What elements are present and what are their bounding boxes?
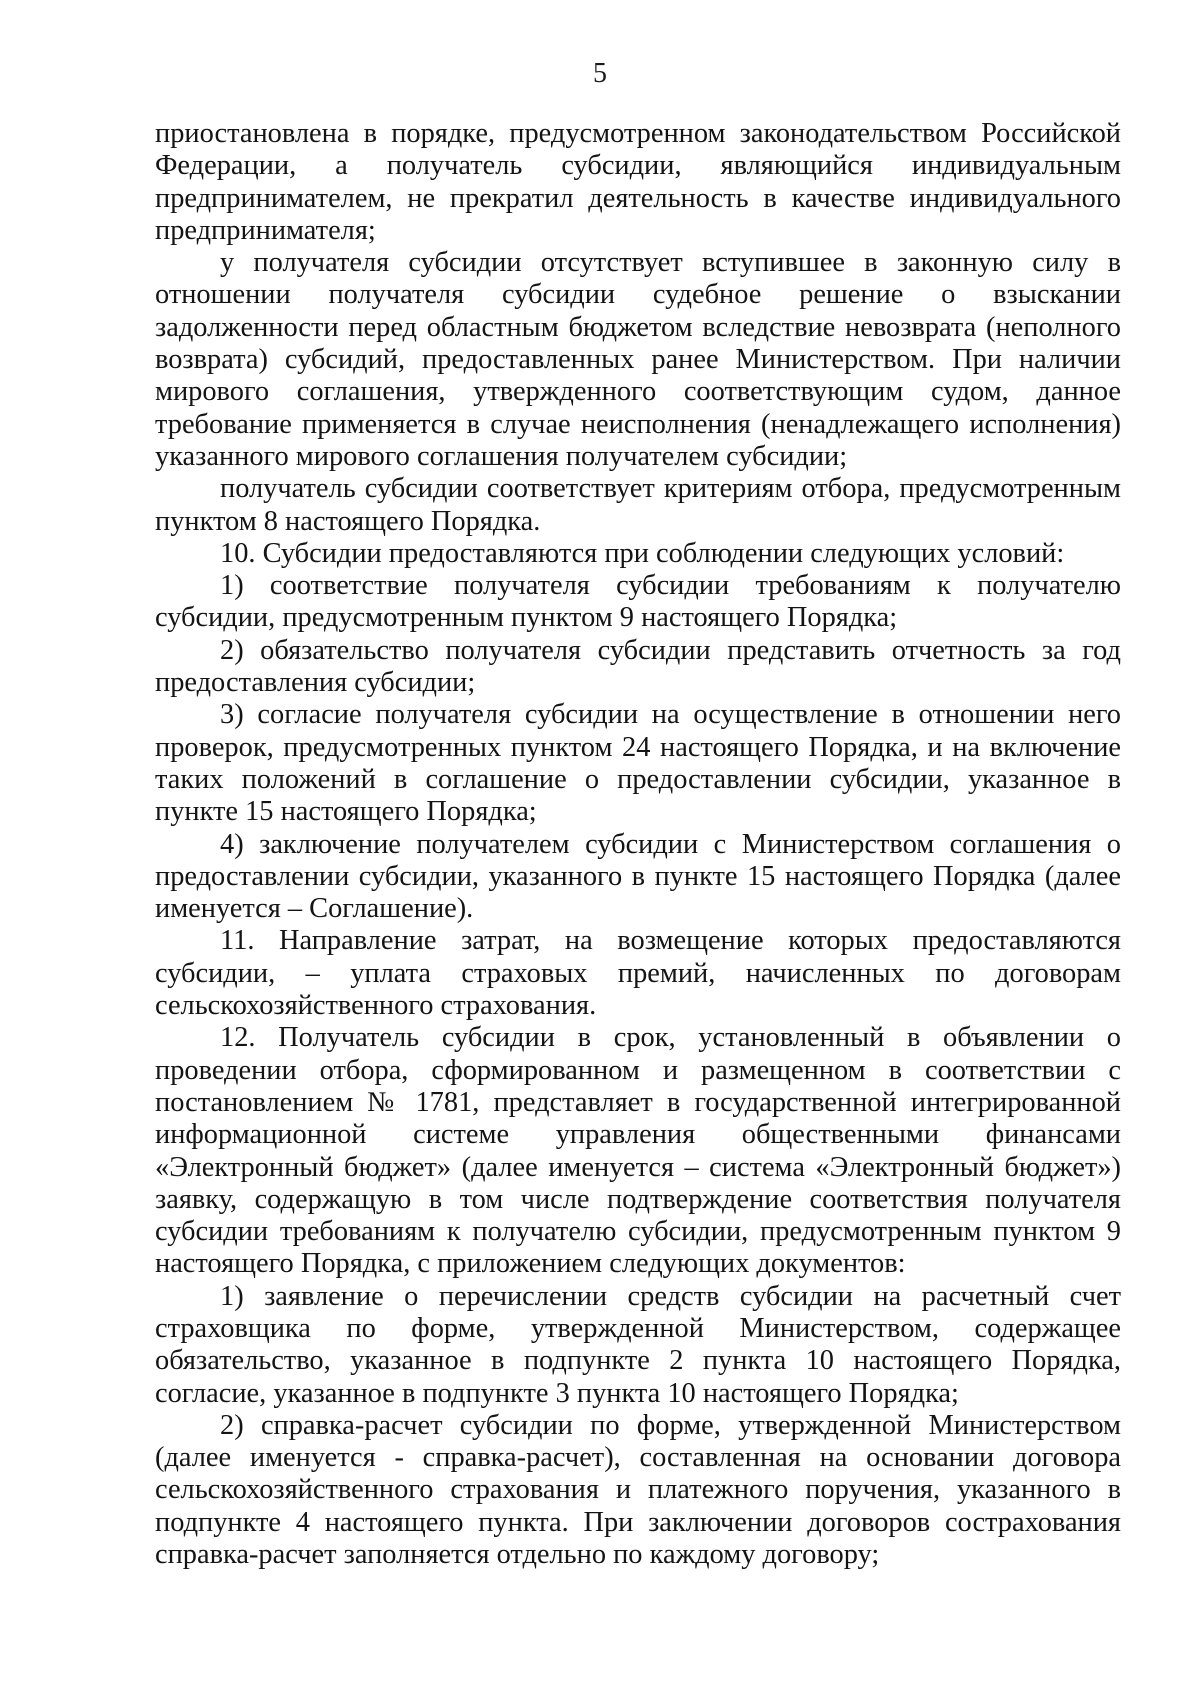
paragraph-clause-10: 10. Субсидии предоставляются при соблюдении следующих условий: [220,537,1065,569]
paragraph-clause-11: 11. Направление затрат, на возмещение которых предоставляются субсидии, – уплата страховых премий, начисленных по договорам сельскохозяйственного страхования. [155,925,1121,1022]
paragraph-clause-12-item-1: 1) заявление о перечислении средств субсидии на расчетный счет страховщика по форме, утвержденной Министерством, содержащее обязательство, указанное в подпункте 2 пункта 10 настоящего Порядка, согласие, указанное в подпункте 3 пункта 10 настоящего Порядка; [155,1280,1121,1409]
paragraph-clause-10-item-2: 2) обязательство получателя субсидии представить отчетность за год предоставления субсидии; [155,634,1121,699]
paragraph-clause-12-item-2: 2) справка-расчет субсидии по форме, утвержденной Министерством (далее именуется - справка-расчет), составленная на основании договора сельскохозяйственного страхования и платежного поручения, указанного в подпункте 4 настоящего пункта. При заключении договоров сострахования справка-расчет заполняется отдельно по каждому договору; [155,1409,1121,1571]
paragraph-continuation: приостановлена в порядке, предусмотренном законодательством Российской Федерации, а получатель субсидии, являющийся индивидуальным предпринимателем, не прекратил деятельность в качестве индивидуального предпринимателя; [155,118,1121,246]
page-number: 5 [593,58,607,89]
paragraph-debt-requirement: у получателя субсидии отсутствует вступившее в законную силу в отношении получателя субсидии судебное решение о взыскании задолженности перед областным бюджетом вследствие невозврата (неполного возврата) субсидий, предоставленных ранее Министерством. При наличии мирового соглашения, утвержденного соответствующим судом, данное требование применяется в случае неисполнения (ненадлежащего исполнения) указанного мирового соглашения получателем субсидии; [155,247,1121,472]
paragraph-selection-criteria: получатель субсидии соответствует критериям отбора, предусмотренным пунктом 8 настоящего Порядка. [155,473,1121,537]
document-body [155,118,1121,1571]
paragraph-clause-10-item-1: 1) соответствие получателя субсидии требованиям к получателю субсидии, предусмотренным пунктом 9 настоящего Порядка; [155,570,1121,634]
paragraph-clause-10-item-3: 3) согласие получателя субсидии на осуществление в отношении него проверок, предусмотренных пунктом 24 настоящего Порядка, и на включение таких положений в соглашение о предоставлении субсидии, указанное в пункте 15 настоящего Порядка; [155,699,1121,828]
paragraph-clause-12: 12. Получатель субсидии в срок, установленный в объявлении о проведении отбора, сформированном и размещенном в соответствии с постановлением № 1781, представляет в государственной интегрированной информационной системе управления общественными финансами «Электронный бюджет» (далее именуется – система «Электронный бюджет») заявку, содержащую в том числе подтверждение соответствия получателя субсидии требованиям к получателю субсидии, предусмотренным пунктом 9 настоящего Порядка, с приложением следующих документов: [155,1022,1121,1280]
paragraph-clause-10-item-4: 4) заключение получателем субсидии с Министерством соглашения о предоставлении субсидии, указанного в пункте 15 настоящего Порядка (далее именуется – Соглашение). [155,828,1121,925]
